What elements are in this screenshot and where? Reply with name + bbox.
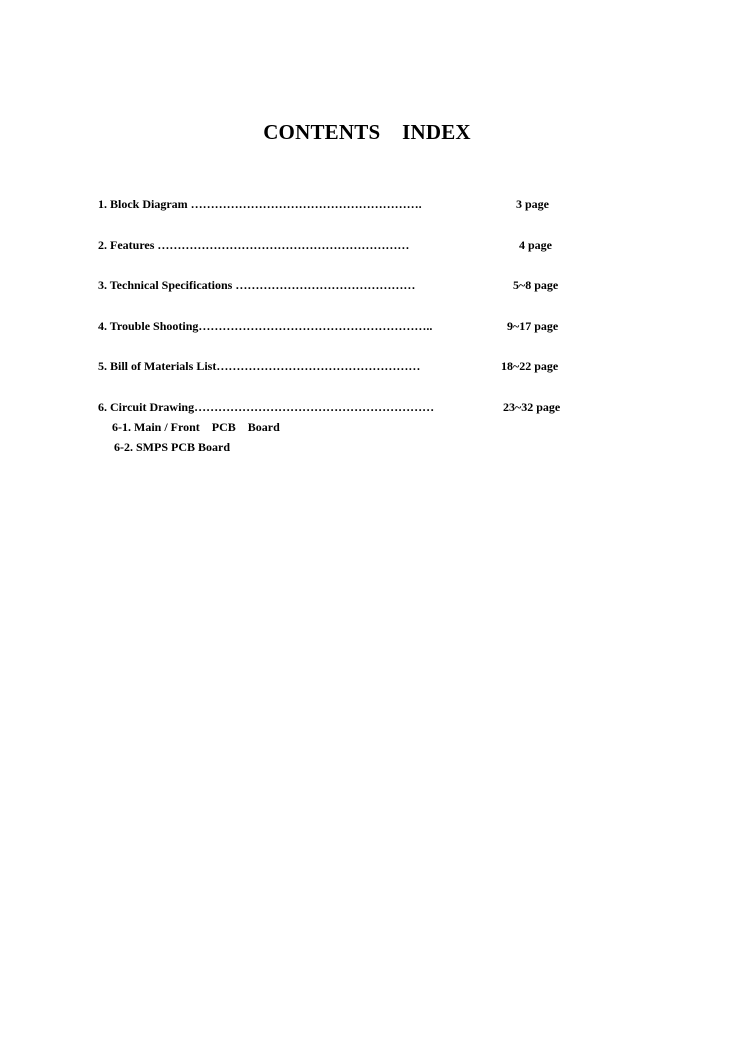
toc-entry-circuit-drawing: 6. Circuit Drawing…………………………………………………… <box>98 400 435 414</box>
toc-entry-block-diagram: 1. Block Diagram …………………………………………………. <box>98 197 422 211</box>
toc-page-features: 4 page <box>519 238 552 252</box>
toc-subentry-smps-pcb: 6-2. SMPS PCB Board <box>114 440 231 454</box>
toc-entry-features: 2. Features ……………………………………………………… <box>98 238 410 252</box>
toc-page-circuit-drawing: 23~32 page <box>503 400 561 414</box>
toc-page-trouble-shooting: 9~17 page <box>507 319 559 333</box>
toc-entry-trouble-shooting: 4. Trouble Shooting………………………………………………….. <box>98 319 433 333</box>
toc-subentry-main-front-pcb: 6-1. Main / Front PCB Board <box>112 420 280 434</box>
page-title: CONTENTS INDEX <box>263 120 471 144</box>
toc-page-technical-specifications: 5~8 page <box>513 278 559 292</box>
toc-entry-technical-specifications: 3. Technical Specifications ……………………………………… <box>98 278 416 292</box>
toc-page-block-diagram: 3 page <box>516 197 549 211</box>
toc-entry-bill-of-materials: 5. Bill of Materials List…………………………………………… <box>98 359 421 373</box>
toc-page-bill-of-materials: 18~22 page <box>501 359 559 373</box>
